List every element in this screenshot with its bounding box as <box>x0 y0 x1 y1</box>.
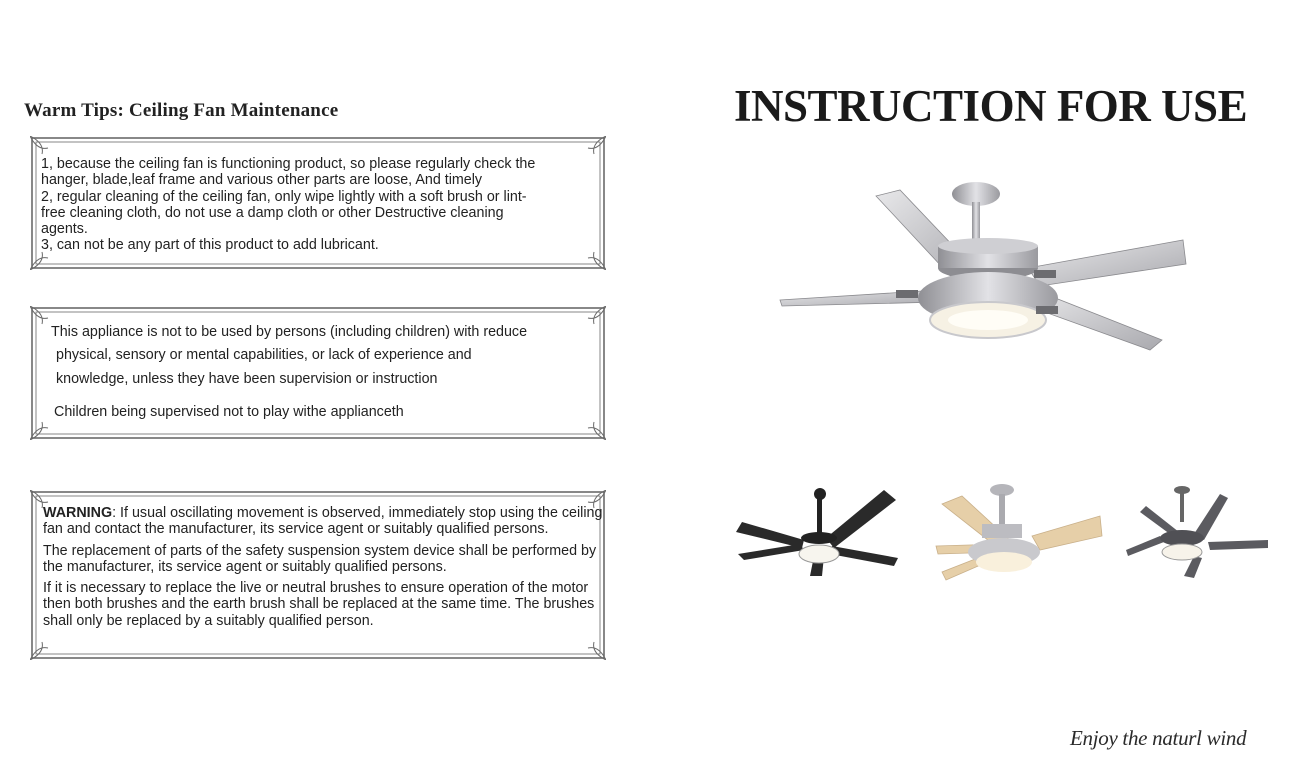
black-fan-image <box>734 480 902 590</box>
replacement-paragraph: The replacement of parts of the safety suspension system device shall be performed by the manufacturer, its service agent or suitably qualified persons. <box>43 542 597 575</box>
warning-label: WARNING <box>43 505 113 521</box>
text-line: 2, regular cleaning of the ceiling fan, only wipe lightly with a soft brush or lint- <box>41 188 527 205</box>
wood-fan-image <box>932 480 1104 590</box>
text-line: 3, can not be any part of this product to add lubricant. <box>41 237 379 254</box>
warning-body: : If usual oscillating movement is observed, immediately stop using the ceiling fan and contact the manufacturer, its service agent or suitably qualified persons. <box>43 505 603 538</box>
text-line: agents. <box>41 221 88 238</box>
grey-fan-image <box>1124 480 1272 590</box>
tips-title: Warm Tips: Ceiling Fan Maintenance <box>24 100 339 121</box>
supervision-line: physical, sensory or mental capabilities, or lack of experience and <box>56 347 472 363</box>
text-line: free cleaning cloth, do not use a damp cloth or other Destructive cleaning <box>41 204 504 221</box>
main-title: INSTRUCTION FOR USE <box>734 81 1248 131</box>
text-line: 1, because the ceiling fan is functioning product, so please regularly check the <box>41 156 536 172</box>
tagline: Enjoy the naturl wind <box>1070 726 1247 750</box>
text-line: hanger, blade,leaf frame and various other parts are loose, And timely <box>41 172 483 189</box>
warning-paragraph <box>43 505 603 538</box>
maintenance-box <box>30 136 606 270</box>
supervision-box <box>30 306 606 440</box>
warning-text <box>43 505 603 634</box>
brushes-paragraph: If it is necessary to replace the live or neutral brushes to ensure operation of the motor then both brushes and the earth brush shall be replaced at the same time. The brushes shall only be replaced by a suitably qualified person. <box>43 580 595 629</box>
warning-box <box>30 490 606 660</box>
supervision-line: Children being supervised not to play withe applianceth <box>54 404 404 420</box>
supervision-line: knowledge, unless they have been supervision or instruction <box>56 371 438 387</box>
ceiling-fan-image <box>778 180 1188 360</box>
supervision-line: This appliance is not to be used by persons (including children) with reduce <box>51 324 528 340</box>
maintenance-text <box>41 156 601 254</box>
